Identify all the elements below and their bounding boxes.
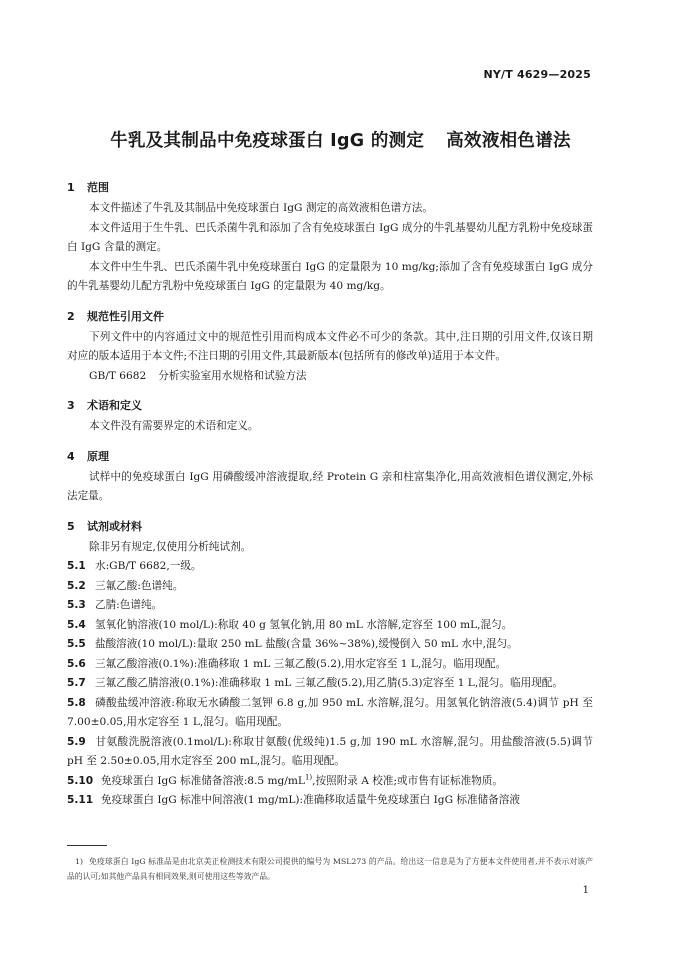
section-1-paragraph-3: 本文件中生牛乳、巴氏杀菌牛乳中免疫球蛋白 IgG 的定量限为 10 mg/kg;添加了含有免疫球蛋白 IgG 成分的牛乳基婴幼儿配方乳粉中免疫球蛋白 IgG 的定量限为 40 mg/kg。 — [67, 260, 593, 292]
clause-5-8 — [67, 694, 593, 733]
section-title: 术语和定义 — [87, 399, 142, 412]
clause-number: 5.7 — [67, 677, 86, 689]
section-2-paragraph-1: 下列文件中的内容通过文中的规范性引用而构成本文件必不可少的条款。其中,注日期的引用文件,仅该日期对应的版本适用于本文件;不注日期的引用文件,其最新版本(包括所有的修改单)适用于本文件。 — [67, 330, 593, 362]
clause-5-6 — [67, 655, 593, 675]
clause-5-5 — [67, 635, 593, 655]
title-method: 高效液相色谱法 — [446, 131, 571, 151]
section-number: 3 — [67, 399, 75, 412]
clause-text: 磷酸盐缓冲溶液:称取无水磷酸二氢钾 6.8 g,加 950 mL 水溶解,混匀。用氢氧化钠溶液(5.4)调节 pH 至 7.00±0.05,用水定容至 1 L,混匀。临用现配。 — [67, 696, 593, 728]
clause-5-1 — [67, 557, 593, 577]
section-1-paragraph-2: 本文件适用于生牛乳、巴氏杀菌牛乳和添加了含有免疫球蛋白 IgG 成分的牛乳基婴幼儿配方乳粉中免疫球蛋白 IgG 含量的测定。 — [67, 221, 593, 253]
clause-number: 5.1 — [67, 560, 86, 572]
document-title — [0, 127, 681, 152]
section-title: 原理 — [87, 449, 109, 463]
footnote-mark: 1) — [75, 857, 84, 866]
title-subject: 牛乳及其制品中免疫球蛋白 IgG 的测定 — [110, 131, 425, 151]
section-number: 4 — [67, 449, 75, 463]
clause-number: 5.10 — [67, 774, 94, 787]
document-body — [67, 178, 593, 811]
clause-5-11 — [67, 791, 593, 811]
clause-text-continued: ,按照附录 A 校准;或市售有证标准物质。 — [312, 774, 503, 787]
clause-text: 氢氧化钠溶液(10 mol/L):称取 40 g 氢氧化钠,用 80 mL 水溶解,定容至 100 mL,混匀。 — [95, 618, 513, 631]
clause-text: 免疫球蛋白 IgG 标准储备溶液:8.5 mg/mL — [101, 774, 305, 787]
clause-text: 水:GB/T 6682,一级。 — [95, 560, 202, 572]
clause-5-7 — [67, 674, 593, 694]
footnote-divider — [67, 845, 107, 846]
normative-reference — [67, 367, 593, 387]
clause-number: 5.3 — [67, 599, 86, 611]
clause-5-4 — [67, 616, 593, 636]
section-3-heading — [67, 396, 593, 416]
section-4-paragraph-1: 试样中的免疫球蛋白 IgG 用磷酸缓冲溶液提取,经 Protein G 亲和柱富集净化,用高效液相色谱仪测定,外标法定量。 — [67, 470, 593, 502]
footnote-reference[interactable]: 1) — [304, 772, 313, 781]
clause-5-3 — [67, 596, 593, 616]
section-title: 试剂或材料 — [87, 519, 142, 533]
clause-number: 5.2 — [67, 579, 86, 592]
clause-number: 5.11 — [67, 794, 94, 806]
clause-5-10 — [67, 772, 593, 792]
footnote-text: 免疫球蛋白 IgG 标准品是由北京美正检测技术有限公司提供的编号为 MSL273 的产品。给出这一信息是为了方便本文件使用者,并不表示对该产品的认可;如其他产品具有相同效果,则可使用这些等效产品。 — [67, 857, 593, 881]
clause-number: 5.5 — [67, 638, 86, 650]
clause-text: 三氟乙酸乙腈溶液(0.1%):准确移取 1 mL 三氟乙酸(5.2),用乙腈(5.3)定容至 1 L,混匀。临用现配。 — [95, 677, 563, 689]
section-1-paragraph-1: 本文件描述了牛乳及其制品中免疫球蛋白 IgG 测定的高效液相色谱方法。 — [89, 202, 433, 214]
section-number: 5 — [67, 519, 75, 533]
clause-number: 5.9 — [67, 735, 86, 748]
clause-text: 乙腈:色谱纯。 — [95, 599, 163, 611]
page-number: 1 — [582, 885, 589, 896]
section-title: 规范性引用文件 — [87, 309, 164, 323]
section-title: 范围 — [87, 181, 109, 194]
reference-title: 分析实验室用水规格和试验方法 — [158, 369, 307, 382]
clause-text: 三氟乙酸:色谱纯。 — [95, 579, 184, 592]
section-number: 1 — [67, 181, 75, 194]
clause-text: 免疫球蛋白 IgG 标准中间溶液(1 mg/mL):准确移取适量牛免疫球蛋白 IgG 标准储备溶液 — [101, 794, 520, 806]
section-5-heading — [67, 517, 593, 537]
section-3-paragraph-1: 本文件没有需要界定的术语和定义。 — [89, 420, 259, 432]
clause-5-2 — [67, 577, 593, 597]
clause-text: 盐酸溶液(10 mol/L):量取 250 mL 盐酸(含量 36%~38%),缓慢倒入 50 mL 水中,混匀。 — [95, 638, 518, 650]
footnote — [67, 854, 593, 884]
section-number: 2 — [67, 309, 75, 323]
reference-code: GB/T 6682 — [89, 369, 147, 382]
clause-number: 5.6 — [67, 657, 86, 670]
clause-text: 甘氨酸洗脱溶液(0.1mol/L):称取甘氨酸(优级纯)1.5 g,加 190 mL 水溶解,混匀。用盐酸溶液(5.5)调节 pH 至 2.50±0.05,用水定容至 200 mL,混匀。临用现配。 — [67, 735, 593, 767]
clause-number: 5.8 — [67, 696, 86, 709]
section-1-heading — [67, 178, 593, 198]
clause-5-9 — [67, 733, 593, 772]
clause-number: 5.4 — [67, 618, 86, 631]
section-4-heading — [67, 447, 593, 467]
clause-text: 三氟乙酸溶液(0.1%):准确移取 1 mL 三氟乙酸(5.2),用水定容至 1 L,混匀。临用现配。 — [95, 657, 507, 670]
section-5-intro: 除非另有规定,仅使用分析纯试剂。 — [89, 540, 252, 553]
standard-code: NY/T 4629—2025 — [483, 68, 591, 81]
section-2-heading — [67, 307, 593, 327]
